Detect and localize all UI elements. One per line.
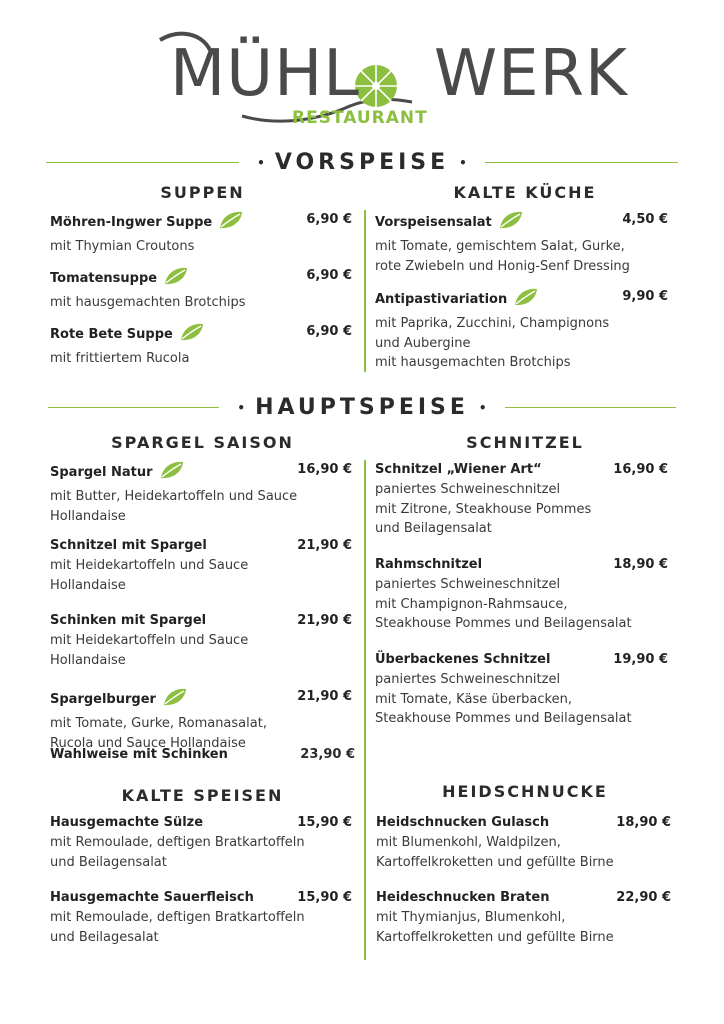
column-heading-kalte-speisen: KALTE SPEISEN (121, 786, 284, 805)
menu-item-price: 16,90 € (613, 462, 668, 477)
menu-item-title: Hausgemachte Sauerfleisch (50, 890, 254, 905)
menu-item-price: 21,90 € (297, 689, 352, 704)
vegetarian-leaf-icon (179, 322, 205, 349)
menu-item-description: mit Remoulade, deftigen Bratkartoffeln und Beilagensalat (50, 835, 305, 870)
menu-item (375, 650, 668, 729)
vegetarian-leaf-icon (163, 266, 189, 293)
menu-item-description: mit Thymian Croutons (50, 239, 195, 254)
menu-item (50, 210, 352, 257)
menu-item-price: 6,90 € (306, 268, 352, 283)
menu-item-description: mit hausgemachten Brotchips (50, 295, 246, 310)
menu-item-title: Spargelburger (50, 692, 156, 707)
menu-item-price: 19,90 € (613, 652, 668, 667)
menu-item-title: Tomatensuppe (50, 271, 158, 286)
menu-item-price: 6,90 € (306, 212, 352, 227)
menu-item (50, 687, 352, 753)
column-heading-suppen: SUPPEN (160, 183, 245, 202)
menu-item-description: mit Butter, Heidekartoffeln und Sauce Hollandaise (50, 489, 298, 524)
menu-item-description: mit Heidekartoffeln und Sauce Hollandaise (50, 558, 249, 593)
vegetarian-leaf-icon (162, 687, 188, 714)
menu-item-title: Rote Bete Suppe (50, 327, 173, 342)
menu-item-price: 15,90 € (297, 815, 352, 830)
menu-item-title: Antipastivariation (375, 292, 508, 307)
menu-item-title: Heidschnucken Gulasch (376, 815, 550, 830)
menu-item (50, 536, 352, 595)
menu-item (375, 460, 668, 539)
column-divider-vorspeise (364, 210, 366, 372)
menu-item-price: 15,90 € (297, 890, 352, 905)
menu-item-description: mit Blumenkohl, Waldpilzen, Kartoffelkroketten und gefüllte Birne (376, 835, 614, 870)
menu-item (50, 813, 352, 872)
column-heading-spargel: SPARGEL SAISON (111, 433, 294, 452)
menu-item-price: 22,90 € (616, 890, 671, 905)
menu-item-description: paniertes Schweineschnitzel mit Tomate, Käse überbacken, Steakhouse Pommes und Beilagensalat (375, 672, 632, 726)
section-title-hauptspeise: HAUPTSPEISE (255, 395, 469, 420)
menu-item-price: 18,90 € (616, 815, 671, 830)
vegetarian-leaf-icon (498, 210, 524, 237)
extra-option-name: Wahlweise mit Schinken (50, 747, 228, 762)
menu-item-title: Vorspeisensalat (375, 215, 492, 230)
menu-item-description: mit Remoulade, deftigen Bratkartoffeln und Beilagesalat (50, 910, 305, 945)
menu-item (50, 460, 352, 526)
menu-item-description: mit Thymianjus, Blumenkohl, Kartoffelkroketten und gefüllte Birne (376, 910, 614, 945)
logo-word-right: WERK (433, 37, 628, 111)
menu-item-title: Spargel Natur (50, 465, 153, 480)
menu-item-title: Schnitzel „Wiener Art“ (375, 462, 542, 477)
section-title-vorspeise: VORSPEISE (274, 150, 450, 175)
vegetarian-leaf-icon (513, 287, 539, 314)
menu-item-description: mit Tomate, gemischtem Salat, Gurke, rote Zwiebeln und Honig-Senf Dressing (375, 239, 630, 274)
menu-item-price: 4,50 € (622, 212, 668, 227)
vegetarian-leaf-icon (218, 210, 244, 237)
menu-item-price: 9,90 € (622, 289, 668, 304)
menu-item-description: mit Paprika, Zucchini, Champignons und Aubergine mit hausgemachten Brotchips (375, 316, 610, 370)
column-heading-heidschnucke: HEIDSCHNUCKE (442, 782, 608, 801)
logo-wordmark (170, 37, 628, 111)
menu-item (376, 888, 671, 947)
menu-item-title: Möhren-Ingwer Suppe (50, 215, 213, 230)
menu-item (50, 322, 352, 369)
logo-word-left: MÜHL (170, 37, 360, 111)
menu-item (50, 611, 352, 670)
section-divider-hauptspeise: • HAUPTSPEISE • (40, 394, 684, 422)
menu-item-description: mit Tomate, Gurke, Romanasalat, Rucola und Sauce Hollandaise (50, 716, 267, 751)
menu-item-title: Rahmschnitzel (375, 557, 483, 572)
menu-item (375, 287, 668, 373)
column-heading-kalte-kueche: KALTE KÜCHE (453, 183, 597, 202)
vegetarian-leaf-icon (159, 460, 185, 487)
menu-item-title: Schinken mit Spargel (50, 613, 207, 628)
logo-subtitle: RESTAURANT (292, 108, 428, 128)
menu-item-description: paniertes Schweineschnitzel mit Zitrone, Steakhouse Pommes und Beilagensalat (375, 482, 592, 536)
menu-item-description: mit frittiertem Rucola (50, 351, 190, 366)
menu-item (50, 888, 352, 947)
menu-item-price: 16,90 € (297, 462, 352, 477)
menu-item-price: 21,90 € (297, 538, 352, 553)
menu-item-description: paniertes Schweineschnitzel mit Champignon-Rahmsauce, Steakhouse Pommes und Beilagensalat (375, 577, 632, 631)
menu-item (375, 555, 668, 634)
menu-item (50, 266, 352, 313)
menu-item-title: Überbackenes Schnitzel (375, 652, 551, 667)
menu-item-title: Hausgemachte Sülze (50, 815, 204, 830)
column-heading-schnitzel: SCHNITZEL (466, 433, 584, 452)
section-divider-vorspeise: • VORSPEISE • (40, 149, 684, 177)
menu-item-price: 6,90 € (306, 324, 352, 339)
menu-item-title: Heideschnucken Braten (376, 890, 550, 905)
menu-item-title: Schnitzel mit Spargel (50, 538, 207, 553)
menu-item (375, 210, 668, 276)
menu-item-price: 18,90 € (613, 557, 668, 572)
menu-item-price: 21,90 € (297, 613, 352, 628)
menu-item-description: mit Heidekartoffeln und Sauce Hollandaise (50, 633, 249, 668)
extra-option-price: 23,90 € (300, 747, 355, 762)
menu-item (376, 813, 671, 872)
column-divider-hauptspeise (364, 460, 366, 960)
